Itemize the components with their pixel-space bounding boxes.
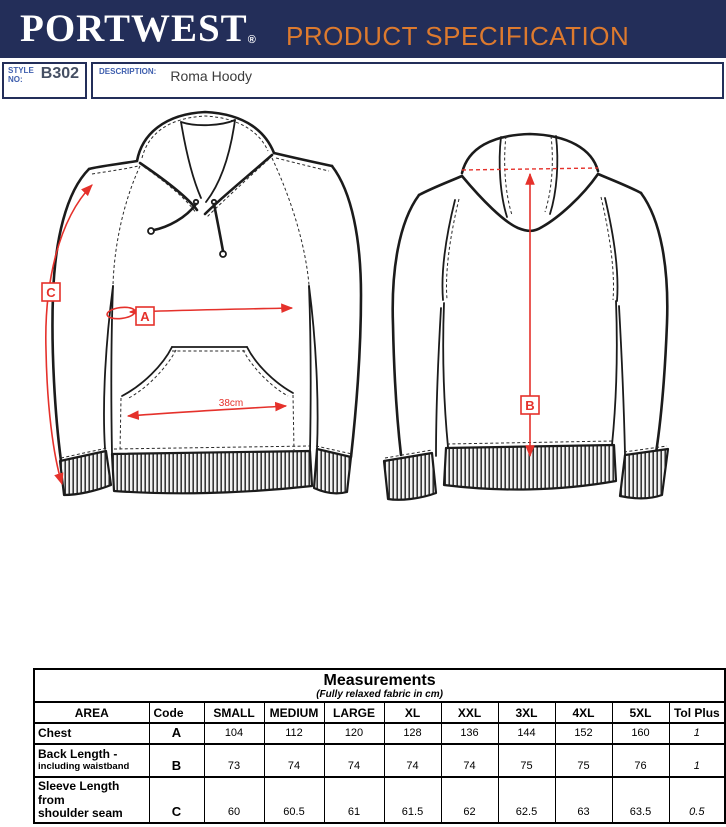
area-name-cell xyxy=(34,744,149,777)
measurement-value: 76 xyxy=(612,744,669,777)
style-number-box xyxy=(2,62,87,99)
label-a: A xyxy=(140,309,150,324)
measurement-value: 104 xyxy=(204,723,264,744)
front-view-drawing xyxy=(42,112,361,495)
column-header-xl: XL xyxy=(384,702,441,723)
measurement-value: 63.5 xyxy=(612,777,669,823)
garment-technical-drawing xyxy=(0,100,726,570)
column-header-tol-plus: Tol Plus xyxy=(669,702,725,723)
table-header-row xyxy=(34,702,725,723)
column-header-3xl: 3XL xyxy=(498,702,555,723)
measurement-value: 61.5 xyxy=(384,777,441,823)
measurement-value: 74 xyxy=(384,744,441,777)
area-name: Back Length - xyxy=(38,747,118,761)
measurement-value: 62.5 xyxy=(498,777,555,823)
table-row-chest xyxy=(34,723,725,744)
code-cell: A xyxy=(149,723,204,744)
measurement-value: 73 xyxy=(204,744,264,777)
table-title-cell xyxy=(34,669,725,702)
measurement-value: 61 xyxy=(324,777,384,823)
column-header-medium: MEDIUM xyxy=(264,702,324,723)
pocket-width-value: 38cm xyxy=(218,398,244,409)
measurement-value: 144 xyxy=(498,723,555,744)
column-header-code: Code xyxy=(149,702,204,723)
code-cell: B xyxy=(149,744,204,777)
hood-front xyxy=(137,112,274,217)
back-view-drawing xyxy=(384,134,668,500)
measurement-annotations-front xyxy=(42,185,292,484)
measurement-value: 128 xyxy=(384,723,441,744)
measurement-value: 60.5 xyxy=(264,777,324,823)
tolerance-value: 0.5 xyxy=(669,777,725,823)
tolerance-value: 1 xyxy=(669,723,725,744)
measurement-value: 62 xyxy=(441,777,498,823)
measurement-value: 152 xyxy=(555,723,612,744)
measurement-value: 74 xyxy=(324,744,384,777)
table-row-sleeve-length xyxy=(34,777,725,823)
brand-name: PORTWEST xyxy=(20,7,248,50)
measurement-value: 136 xyxy=(441,723,498,744)
measurement-value: 75 xyxy=(498,744,555,777)
label-b: B xyxy=(525,398,535,413)
column-header-5xl: 5XL xyxy=(612,702,669,723)
header-bar xyxy=(0,0,726,58)
table-title: Measurements xyxy=(323,672,436,689)
style-label-line2: NO: xyxy=(8,75,23,84)
measurement-value: 60 xyxy=(204,777,264,823)
table-title-row xyxy=(34,669,725,702)
drawcords xyxy=(148,200,226,257)
column-header-xxl: XXL xyxy=(441,702,498,723)
pocket-width-arrow xyxy=(128,406,286,416)
measurement-annotations-back xyxy=(462,168,598,456)
description-label: DESCRIPTION: xyxy=(99,67,157,76)
table-subtitle: (Fully relaxed fabric in cm) xyxy=(316,689,443,700)
area-name: Sleeve Length from xyxy=(38,779,120,807)
measurement-value: 75 xyxy=(555,744,612,777)
measurement-value: 112 xyxy=(264,723,324,744)
page-title: PRODUCT SPECIFICATION xyxy=(286,21,630,51)
column-header-4xl: 4XL xyxy=(555,702,612,723)
description-value: Roma Hoody xyxy=(170,68,253,84)
style-label xyxy=(8,66,34,97)
measurements-table xyxy=(33,668,726,824)
ribbed-hem-and-cuffs-front xyxy=(60,446,352,495)
measurement-value: 74 xyxy=(441,744,498,777)
label-c: C xyxy=(46,285,56,300)
area-name-cell xyxy=(34,777,149,823)
registered-mark: ® xyxy=(247,34,256,46)
code-cell: C xyxy=(149,777,204,823)
style-label-line1: STYLE xyxy=(8,66,34,75)
measurement-value: 74 xyxy=(264,744,324,777)
measurement-value: 160 xyxy=(612,723,669,744)
column-header-small: SMALL xyxy=(204,702,264,723)
table-row-back-length xyxy=(34,744,725,777)
brand-logo xyxy=(20,6,256,51)
column-header-large: LARGE xyxy=(324,702,384,723)
area-name-cell xyxy=(34,723,149,744)
area-name-line2: shoulder seam xyxy=(38,806,123,820)
neck-reference-line xyxy=(462,168,598,170)
measurement-value: 120 xyxy=(324,723,384,744)
style-number: B302 xyxy=(40,65,80,82)
area-name: Chest xyxy=(38,726,72,740)
kangaroo-pocket xyxy=(114,347,310,452)
tolerance-value: 1 xyxy=(669,744,725,777)
description-box xyxy=(91,62,724,99)
measurement-value: 63 xyxy=(555,777,612,823)
body-front xyxy=(52,153,361,461)
area-name-line2: including waistband xyxy=(38,761,130,772)
column-header-area: AREA xyxy=(34,702,149,723)
